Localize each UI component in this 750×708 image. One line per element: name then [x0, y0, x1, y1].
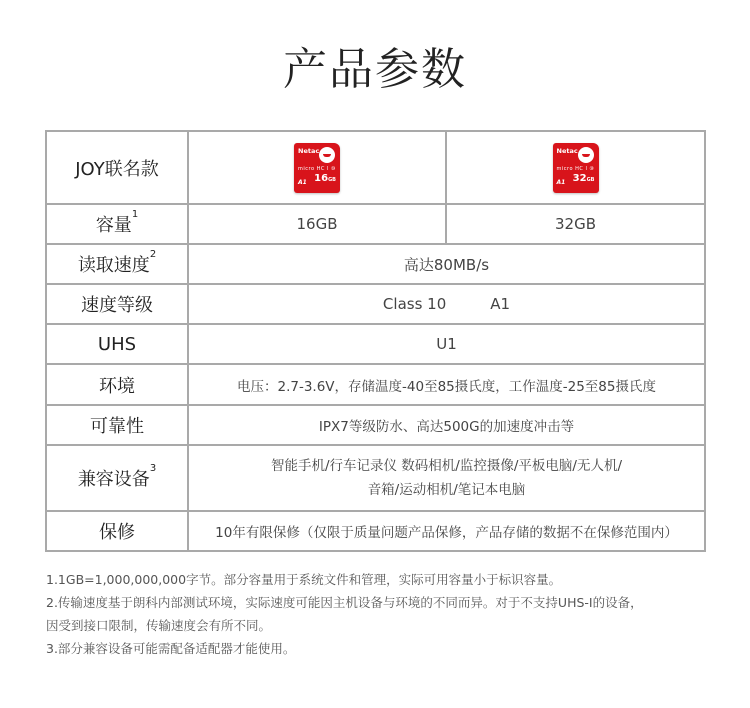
warranty-value: 10年有限保修（仅限于质量问题产品保修，产品存储的数据不在保修范围内） — [188, 511, 705, 551]
row-label-compatible: 兼容设备$^3$ — [46, 445, 188, 511]
footnotes — [46, 568, 716, 660]
table-row — [46, 324, 705, 364]
environment-value: 电压：2.7-3.6V，存储温度-40至85摄氏度，工作温度-25至85摄氏度 — [188, 364, 705, 405]
footnote-2: 2.传输速度基于朗科内部测试环境，实际速度可能因主机设备与环境的不同而异。对于不支持UHS-I的设备， — [46, 595, 643, 610]
sd-card-16gb-image — [294, 143, 340, 193]
card-capacity: 16GB — [314, 172, 336, 184]
card-marks: micro HC I ⑩ — [556, 165, 595, 172]
card-16gb-cell — [188, 131, 446, 204]
read-speed-value: 高达80MB/s — [188, 244, 705, 284]
capacity-16gb: 16GB — [188, 204, 446, 244]
reliability-value: IPX7等级防水、高达500G的加速度冲击等 — [188, 405, 705, 445]
table-row — [46, 511, 705, 551]
footnote-2-cont: 因受到接口限制，传输速度会有所不同。 — [46, 618, 272, 633]
table-row — [46, 131, 705, 204]
card-brand: Netac — [298, 146, 320, 155]
row-label-environment: 环境 — [46, 364, 188, 405]
footnote-3: 3.部分兼容设备可能需配备适配器才能使用。 — [46, 641, 296, 656]
table-row — [46, 204, 705, 244]
card-brand: Netac — [556, 146, 578, 155]
card-marks: micro HC I ⑩ — [298, 165, 336, 172]
card-a1: A1 — [298, 178, 307, 186]
table-row — [46, 405, 705, 445]
row-label-uhs: UHS — [46, 324, 188, 364]
compatible-value: 智能手机/行车记录仪 数码相机/监控摄像/平板电脑/无人机/ 音箱/运动相机/笔记本电脑 — [188, 445, 705, 511]
table-row — [46, 244, 705, 284]
row-label-read-speed: 读取速度$^2$ — [46, 244, 188, 284]
table-row — [46, 284, 705, 324]
row-label-warranty: 保修 — [46, 511, 188, 551]
card-32gb-cell — [446, 131, 705, 204]
sd-card-32gb-image — [553, 143, 599, 193]
page-title: 产品参数 — [283, 44, 467, 95]
capacity-32gb: 32GB — [446, 204, 705, 244]
card-capacity: 32GB — [572, 172, 595, 184]
table-row — [46, 364, 705, 405]
spec-table — [45, 130, 706, 552]
mascot-icon — [578, 147, 594, 163]
row-label-capacity: 容量$^1$ — [46, 204, 188, 244]
speed-class-value: Class 10 A1 — [188, 284, 705, 324]
row-label-speed-class: 速度等级 — [46, 284, 188, 324]
row-label-joy: JOY联名款 — [46, 131, 188, 204]
mascot-icon — [319, 147, 335, 163]
row-label-reliability: 可靠性 — [46, 405, 188, 445]
table-row — [46, 445, 705, 511]
uhs-value: U1 — [188, 324, 705, 364]
card-a1: A1 — [556, 178, 566, 186]
footnote-1: 1.1GB=1,000,000,000字节。部分容量用于系统文件和管理，实际可用容量小于标识容量。 — [46, 572, 562, 587]
